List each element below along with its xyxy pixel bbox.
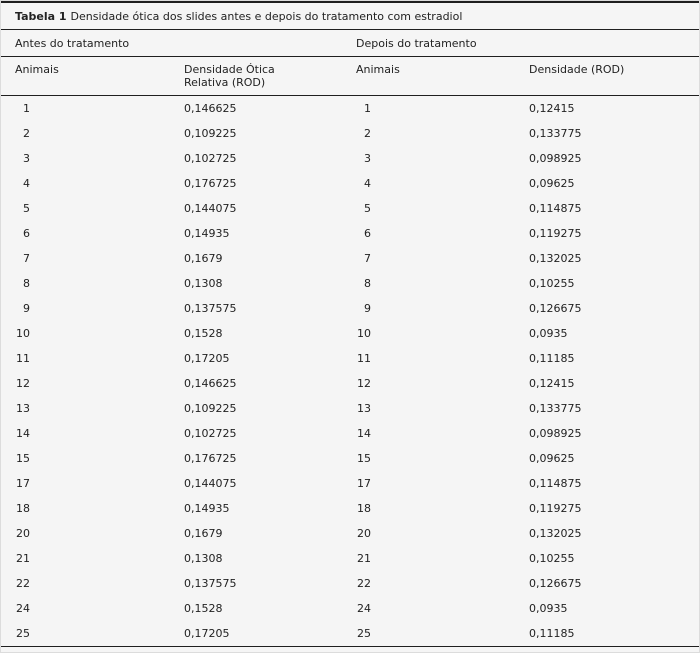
animal-number: 15	[16, 452, 30, 465]
cell-density-before: 0,14935	[184, 502, 230, 515]
column-header-row	[1, 57, 699, 96]
cell-animal-before	[1, 571, 170, 596]
cell-density-before: 0,1528	[184, 602, 223, 615]
cell-animal-before	[1, 396, 170, 421]
cell-density-before: 0,176725	[184, 452, 237, 465]
cell-animal-before	[1, 121, 170, 146]
cell-animal-after	[342, 521, 515, 546]
animal-number: 22	[357, 577, 371, 590]
cell-density-before: 0,146625	[184, 377, 237, 390]
cell-density-after: 0,098925	[529, 152, 582, 165]
cell-density-before: 0,1528	[184, 327, 223, 340]
animal-number: 3	[23, 152, 30, 165]
cell-density-after: 0,0935	[529, 602, 568, 615]
section-before-treatment: Antes do tratamento	[1, 30, 342, 57]
animal-number: 5	[23, 202, 30, 215]
table-row	[1, 296, 699, 321]
cell-density-before: 0,144075	[184, 202, 237, 215]
section-header-row	[1, 30, 699, 57]
cell-animal-before	[1, 371, 170, 396]
col-header-animals-after: Animais	[342, 57, 515, 96]
cell-density-after: 0,10255	[529, 277, 575, 290]
cell-animal-after	[342, 471, 515, 496]
table-row	[1, 321, 699, 346]
cell-animal-before	[1, 146, 170, 171]
cell-animal-after	[342, 371, 515, 396]
table-row	[1, 96, 699, 122]
table-row	[1, 121, 699, 146]
cell-animal-after	[342, 221, 515, 246]
cell-animal-after	[342, 321, 515, 346]
section-after-treatment: Depois do tratamento	[342, 30, 699, 57]
cell-density-after: 0,0935	[529, 327, 568, 340]
animal-number: 17	[357, 477, 371, 490]
cell-density-before: 0,109225	[184, 127, 237, 140]
cell-density-after: 0,119275	[529, 502, 582, 515]
animal-number: 2	[364, 127, 371, 140]
animal-number: 13	[16, 402, 30, 415]
table-row	[1, 196, 699, 221]
cell-density-after: 0,133775	[529, 402, 582, 415]
animal-number: 9	[23, 302, 30, 315]
animal-number: 12	[357, 377, 371, 390]
cell-animal-before	[1, 96, 170, 122]
animal-number: 4	[364, 177, 371, 190]
animal-number: 18	[16, 502, 30, 515]
cell-animal-before	[1, 246, 170, 271]
cell-animal-before	[1, 446, 170, 471]
cell-density-before: 0,17205	[184, 352, 230, 365]
cell-density-before: 0,137575	[184, 302, 237, 315]
cell-density-before: 0,144075	[184, 477, 237, 490]
animal-number: 25	[357, 627, 371, 640]
animal-number: 1	[364, 102, 371, 115]
cell-animal-after	[342, 571, 515, 596]
animal-number: 10	[16, 327, 30, 340]
animal-number: 7	[23, 252, 30, 265]
cell-animal-before	[1, 221, 170, 246]
table-title-text: Densidade ótica dos slides antes e depois do tratamento com estradiol	[70, 10, 463, 23]
animal-number: 25	[16, 627, 30, 640]
cell-animal-before	[1, 196, 170, 221]
cell-animal-after	[342, 196, 515, 221]
animal-number: 14	[357, 427, 371, 440]
cell-density-after: 0,11185	[529, 627, 575, 640]
cell-animal-after	[342, 496, 515, 521]
animal-number: 14	[16, 427, 30, 440]
table-row	[1, 596, 699, 621]
animal-number: 15	[357, 452, 371, 465]
cell-density-after: 0,098925	[529, 427, 582, 440]
animal-number: 3	[364, 152, 371, 165]
animal-number: 1	[23, 102, 30, 115]
table-row	[1, 146, 699, 171]
table-row	[1, 446, 699, 471]
table-row	[1, 546, 699, 571]
cell-density-before: 0,109225	[184, 402, 237, 415]
cell-animal-before	[1, 171, 170, 196]
table-row	[1, 496, 699, 521]
cell-animal-after	[342, 621, 515, 647]
cell-density-after: 0,12415	[529, 377, 575, 390]
table-row	[1, 621, 699, 647]
table-title	[1, 1, 699, 30]
animal-number: 7	[364, 252, 371, 265]
table-row	[1, 221, 699, 246]
table-row	[1, 271, 699, 296]
cell-density-before: 0,1679	[184, 527, 223, 540]
animal-number: 10	[357, 327, 371, 340]
cell-animal-after	[342, 421, 515, 446]
cell-animal-after	[342, 246, 515, 271]
table-row	[1, 371, 699, 396]
cell-animal-after	[342, 271, 515, 296]
cell-animal-after	[342, 96, 515, 122]
animal-number: 20	[16, 527, 30, 540]
cell-animal-after	[342, 296, 515, 321]
animal-number: 21	[357, 552, 371, 565]
animal-number: 24	[357, 602, 371, 615]
animal-number: 22	[16, 577, 30, 590]
animal-number: 12	[16, 377, 30, 390]
cell-density-before: 0,146625	[184, 102, 237, 115]
cell-density-after: 0,133775	[529, 127, 582, 140]
cell-density-after: 0,114875	[529, 477, 582, 490]
cell-density-before: 0,137575	[184, 577, 237, 590]
cell-density-before: 0,1308	[184, 552, 223, 565]
table-row	[1, 471, 699, 496]
cell-density-after: 0,132025	[529, 252, 582, 265]
animal-number: 5	[364, 202, 371, 215]
cell-density-after: 0,10255	[529, 552, 575, 565]
col-header-density-before	[170, 57, 342, 96]
cell-density-after: 0,132025	[529, 527, 582, 540]
cell-density-after: 0,09625	[529, 452, 575, 465]
animal-number: 4	[23, 177, 30, 190]
animal-number: 6	[364, 227, 371, 240]
animal-number: 8	[364, 277, 371, 290]
cell-animal-after	[342, 146, 515, 171]
cell-animal-before	[1, 546, 170, 571]
cell-animal-after	[342, 396, 515, 421]
animal-number: 20	[357, 527, 371, 540]
cell-animal-after	[342, 121, 515, 146]
col-header-density-after: Densidade (ROD)	[515, 57, 699, 96]
cell-animal-before	[1, 471, 170, 496]
cell-animal-before	[1, 496, 170, 521]
cell-density-after: 0,12415	[529, 102, 575, 115]
cell-density-after: 0,126675	[529, 302, 582, 315]
cell-animal-before	[1, 271, 170, 296]
cell-animal-before	[1, 521, 170, 546]
cell-animal-after	[342, 346, 515, 371]
animal-number: 2	[23, 127, 30, 140]
cell-animal-after	[342, 546, 515, 571]
cell-density-before: 0,176725	[184, 177, 237, 190]
table-row	[1, 346, 699, 371]
col-header-animals-before: Animais	[1, 57, 170, 96]
table-row	[1, 571, 699, 596]
table-title-label: Tabela 1	[15, 10, 67, 23]
cell-animal-after	[342, 171, 515, 196]
cell-animal-before	[1, 621, 170, 647]
cell-animal-before	[1, 596, 170, 621]
table-row	[1, 396, 699, 421]
animal-number: 21	[16, 552, 30, 565]
table-row	[1, 521, 699, 546]
cell-animal-before	[1, 321, 170, 346]
animal-number: 11	[16, 352, 30, 365]
animal-number: 8	[23, 277, 30, 290]
animal-number: 17	[16, 477, 30, 490]
density-table	[1, 30, 699, 647]
cell-density-after: 0,119275	[529, 227, 582, 240]
animal-number: 18	[357, 502, 371, 515]
table-row	[1, 246, 699, 271]
cell-density-before: 0,14935	[184, 227, 230, 240]
col-header-density-before-text: Densidade Ótica Relativa (ROD)	[184, 63, 275, 89]
animal-number: 24	[16, 602, 30, 615]
table-row	[1, 171, 699, 196]
cell-density-before: 0,1308	[184, 277, 223, 290]
cell-density-after: 0,09625	[529, 177, 575, 190]
cell-density-before: 0,102725	[184, 427, 237, 440]
cell-animal-after	[342, 596, 515, 621]
animal-number: 13	[357, 402, 371, 415]
cell-animal-after	[342, 446, 515, 471]
cell-density-after: 0,11185	[529, 352, 575, 365]
animal-number: 9	[364, 302, 371, 315]
cell-density-after: 0,126675	[529, 577, 582, 590]
table-body	[1, 96, 699, 647]
animal-number: 11	[357, 352, 371, 365]
cell-density-before: 0,17205	[184, 627, 230, 640]
animal-number: 6	[23, 227, 30, 240]
cell-density-before: 0,102725	[184, 152, 237, 165]
cell-animal-before	[1, 296, 170, 321]
table-row	[1, 421, 699, 446]
cell-animal-before	[1, 346, 170, 371]
cell-density-after: 0,114875	[529, 202, 582, 215]
cell-density-before: 0,1679	[184, 252, 223, 265]
cell-animal-before	[1, 421, 170, 446]
